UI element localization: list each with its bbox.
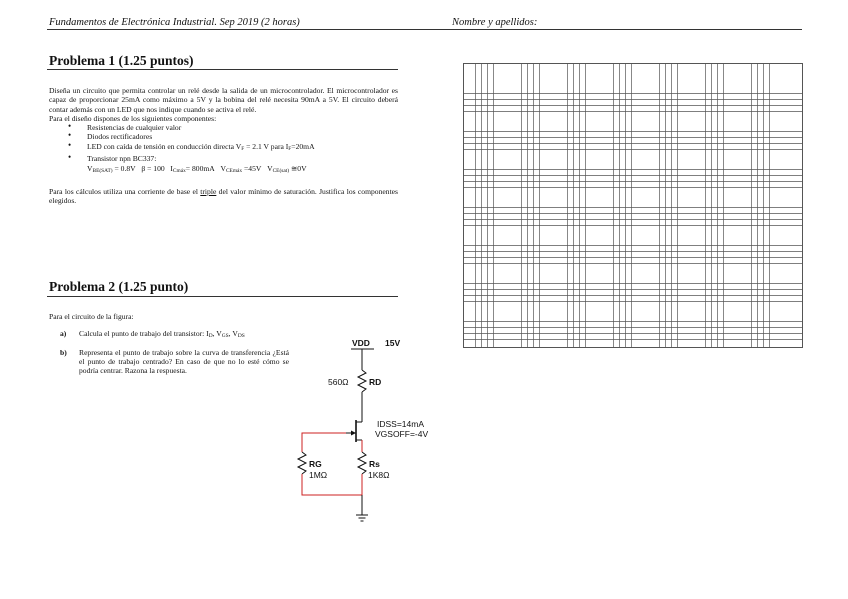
vgsoff-text: VGSOFF=-4V xyxy=(375,429,429,439)
list-item: • Transistor npn BC337: xyxy=(49,154,398,163)
list-item: • LED con caída de tensión en conducción directa VF = 2.1 V para IF=20mA xyxy=(49,142,398,154)
list-item: • Resistencias de cualquier valor xyxy=(49,123,398,132)
header-divider xyxy=(47,29,802,30)
problem2-body xyxy=(49,312,289,375)
rg-value: 1MΩ xyxy=(309,470,328,480)
rd-label: RD xyxy=(369,377,382,387)
problem2-title: Problema 2 (1.25 punto) xyxy=(49,279,189,294)
question-a: a) Calcula el punto de trabajo del transistor: ID, VGS, VDS xyxy=(60,329,245,340)
problem1-divider xyxy=(47,69,398,70)
ground-icon xyxy=(356,515,368,521)
rd-value: 560Ω xyxy=(328,377,349,387)
problem1-calc-note: Para los cálculos utiliza una corriente de base el triple del valor mínimo de saturación. Justifica los componentes elegidos. xyxy=(49,186,398,205)
problem2-intro: Para el circuito de la figura: xyxy=(49,312,134,321)
components-list xyxy=(49,123,398,163)
problem1-title: Problema 1 (1.25 puntos) xyxy=(49,53,194,68)
answer-grid xyxy=(463,63,803,349)
list-item: • Diodos rectificadores xyxy=(49,132,398,141)
question-b: b) Representa el punto de trabajo sobre la curva de transferencia ¿Está el punto de trabajo centrado? En caso de que no lo esté cómo se podría centrar. Razona la respuesta. xyxy=(60,347,289,376)
rs-resistor-symbol xyxy=(358,452,366,474)
transistor-params: VBE(SAT) = 0.8V β = 100 ICmáx= 800mA VCEmáx =45V VCE(sat) ≅0V xyxy=(87,164,307,175)
rg-resistor-symbol xyxy=(298,452,306,474)
problem1-components-intro: Para el diseño dispones de los siguientes componentes: xyxy=(49,113,217,123)
rg-label: RG xyxy=(309,459,322,469)
idss-text: IDSS=14mA xyxy=(377,419,425,429)
vdd-value: 15V xyxy=(385,338,401,348)
rd-resistor-symbol xyxy=(358,370,366,392)
problem1-body xyxy=(49,86,398,205)
grid-horizontal-lines xyxy=(463,94,803,340)
rs-value: 1K8Ω xyxy=(368,470,390,480)
vdd-label: VDD xyxy=(352,338,370,348)
name-field-label: Nombre y apellidos: xyxy=(452,17,538,28)
jfet-circuit-diagram xyxy=(290,330,450,535)
problem1-intro: Diseña un circuito que permita controlar un relé desde la salida de un microcontrolador. El microcontrolador es capaz de proporcionar 25mA como máximo a 5V y la bobina del relé necesita 90mA a 5V. El circuito deberá contar además con un LED que nos indique cuando se activa el relé. xyxy=(49,86,398,114)
course-header: Fundamentos de Electrónica Industrial. Sep 2019 (2 horas) xyxy=(49,17,300,28)
problem2-divider xyxy=(47,296,398,297)
rs-label: Rs xyxy=(369,459,380,469)
gate-wire xyxy=(302,433,346,452)
